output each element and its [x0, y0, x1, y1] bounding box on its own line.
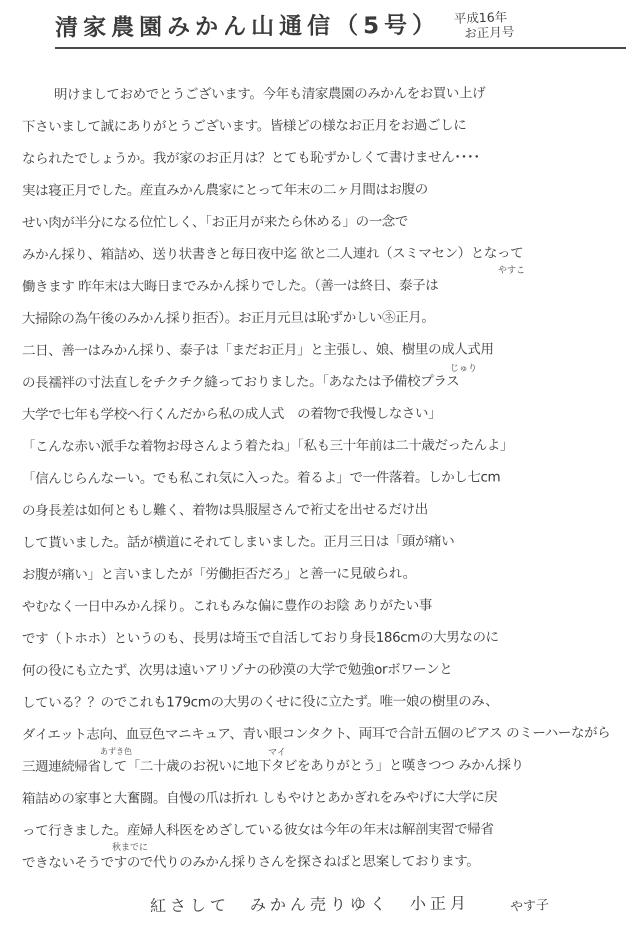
body-line: 働きます 昨年末は大晦日までみかん採りでした。（善一は終日、泰子は — [21, 277, 439, 296]
furigana-juri: じゅり — [450, 364, 478, 374]
body-line: の身長差は如何ともし難く、着物は呉服屋さんで裄丈を出せるだけ出 — [21, 501, 428, 520]
issue-info — [453, 7, 514, 41]
body-line: 二日、善一はみかん採り、泰子は「まだお正月」と主張し、娘、樹里の成人式用 — [21, 341, 494, 360]
body-line: ダイエット志向、血豆色マニキュア、青い眼コンタクト、両耳で合計五個のピアス のミーハーながら — [21, 724, 611, 744]
body-line: 実は寝正月でした。産直みかん農家にとって年末の二ヶ月間はお腹の — [21, 181, 428, 200]
body-line: できないそうですので代りのみかん採りさんを探さねばと思案しております。 — [21, 853, 480, 872]
body-line: お腹が痛い」と言いましたが「労働拒否だろ」と善一に見破られ。 — [21, 565, 416, 584]
body-line: 「こんな赤い派手な着物お母さんよう着たね」「私も三十年前は二十歳だったんよ」 — [21, 437, 514, 456]
body-line: 三週連続帰省して「二十歳のお祝いに地下タビをありがとう」と嘆きつつ みかん採り — [21, 757, 524, 776]
insert-aki-madeni: 秋までに — [112, 843, 149, 853]
body-line: です（トホホ）というのも、長男は埼玉で自活しており身長186cmの大男なのに — [21, 629, 499, 648]
newsletter-header — [55, 8, 626, 49]
page-title: 清家農園みかん山通信（5号） — [54, 12, 441, 42]
body-line: 「信んじらんなーい。でも私これ気に入った。着るよ」で一件落着。しかし七cm — [21, 469, 501, 488]
body-line: せい肉が半分になる位忙しく、「お正月が来たら休める」の一念で — [21, 213, 409, 232]
closing-row — [150, 892, 610, 915]
furigana-yasuko: やすこ — [498, 266, 526, 276]
letter-body — [22, 78, 622, 878]
body-line: なられたでしょうか。我が家のお正月は？とても恥ずかしくて書けません････ — [21, 149, 480, 168]
body-line: している？？のでこれも179cmの大男のくせに役に立たず。唯一娘の樹里のみ、 — [21, 693, 499, 712]
haiku-line: 紅さして みかん売りゆく 小正月 — [149, 893, 471, 916]
issue-date: 平成16年 — [453, 9, 508, 27]
note-azuki-color: あずき色 — [100, 747, 132, 756]
body-line: して貰いました。話が横道にそれてしまいました。正月三日は「頭が痛い — [21, 533, 455, 552]
body-line: 箱詰めの家事と大奮闘。自慢の爪は折れ しもやけとあかぎれをみやげに大学に戻 — [21, 789, 498, 808]
body-line: って行きました。産婦人科医をめざしている彼女は今年の年末は解剖実習で帰省 — [21, 821, 494, 840]
body-line: の長襦袢の寸法直しをチクチク縫っておりました。「あなたは予備校プラス — [21, 373, 460, 392]
body-line: 下さいまして誠にありがとうございます。皆様どの様なお正月をお過ごしに — [21, 117, 467, 136]
body-line: 何の役にも立たず、次男は遠いアリゾナの砂漠の大学で勉強orボワーンと — [21, 661, 453, 680]
body-line: やむなく一日中みかん採り。これもみな偏に豊作のお陰 ありがたい事 — [21, 597, 433, 616]
body-line: 大掃除の為午後のみかん採り拒否）。お正月元旦は恥ずかしい㋧正月。 — [21, 309, 435, 328]
signature: やす子 — [509, 897, 550, 916]
issue-label: お正月号 — [464, 23, 515, 41]
body-line: みかん採り、箱詰め、送り状書きと毎日夜中迄 欲と二人連れ（スミマセン）となって — [21, 245, 524, 264]
body-line: 明けましておめでとうございます。今年も清家農園のみかんをお買い上げ — [53, 85, 486, 103]
body-line: 大学で七年も学校へ行くんだから私の成人式 の着物で我慢しなさい」 — [21, 405, 442, 424]
insert-mai: マイ — [268, 748, 286, 758]
